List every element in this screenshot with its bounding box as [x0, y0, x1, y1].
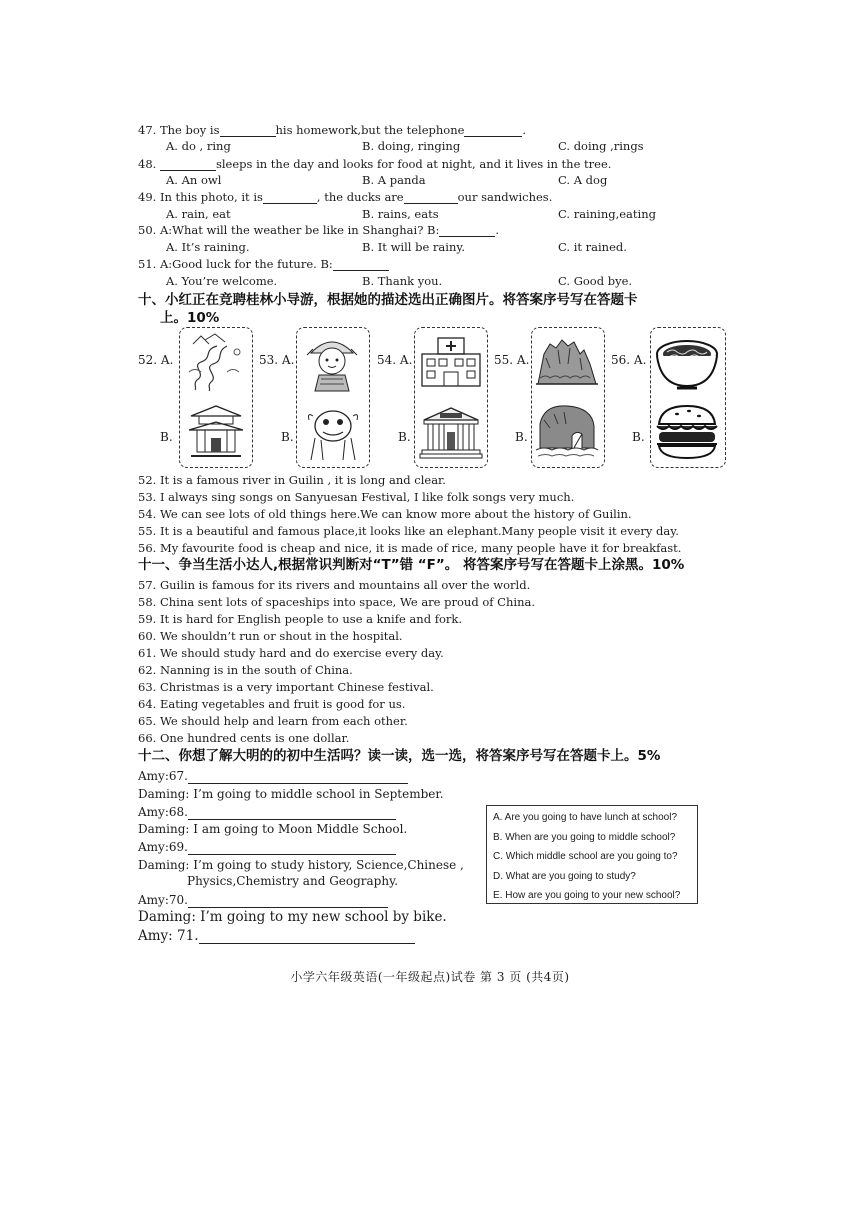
dialogue-daming-2: Daming: I am going to Moon Middle School.: [138, 822, 408, 836]
sentence-52: 52. It is a famous river in Guilin , it is long and clear.: [138, 473, 446, 487]
statement-65: 65. We should help and learn from each other.: [138, 714, 408, 728]
option-a: A. Are you going to have lunch at school?: [493, 812, 678, 823]
elephant-hill-picture: [534, 400, 600, 462]
rock-hill-picture: [534, 334, 600, 388]
dialogue-amy-71: [138, 929, 415, 944]
question-48: [138, 157, 611, 171]
question-stem: 48.: [138, 157, 157, 171]
answer-blank: [188, 819, 396, 820]
speaker-line: Amy:67.: [138, 769, 188, 783]
option-c: C. it rained.: [558, 240, 627, 254]
answer-blank: [464, 136, 522, 137]
picture-label-b: B.: [632, 430, 645, 444]
answer-blank: [220, 136, 276, 137]
answer-blank: [188, 854, 396, 855]
statement-60: 60. We shouldn’t run or shout in the hospital.: [138, 629, 403, 643]
question-stem: 49. In this photo, it is: [138, 190, 263, 204]
speaker-line: Amy:69.: [138, 840, 188, 854]
dialogue-amy-67: [138, 769, 408, 784]
question-text: sleeps in the day and looks for food at night, and it lives in the tree.: [215, 157, 612, 171]
question-stem: 50. A:What will the weather be like in Shanghai? B:: [138, 223, 440, 237]
answer-blank: [188, 783, 408, 784]
dialogue-amy-68: [138, 805, 396, 820]
option-a: A. rain, eat: [166, 207, 231, 221]
statement-64: 64. Eating vegetables and fruit is good for us.: [138, 697, 406, 711]
answer-blank: [199, 943, 415, 944]
speaker-line: Amy: 71.: [138, 928, 199, 944]
statement-58: 58. China sent lots of spaceships into space, We are proud of China.: [138, 595, 535, 609]
picture-label-b: B.: [515, 430, 528, 444]
option-b: B. It will be rainy.: [362, 240, 466, 254]
option-b: B. A panda: [362, 173, 426, 187]
statement-59: 59. It is hard for English people to use a knife and fork.: [138, 612, 463, 626]
dialogue-daming-4: Daming: I’m going to my new school by bike.: [138, 909, 447, 925]
question-stem: 51. A:Good luck for the future. B:: [138, 257, 333, 271]
picture-label-53a: 53. A.: [259, 353, 295, 367]
picture-label-55a: 55. A.: [494, 353, 530, 367]
question-stem: 47. The boy is: [138, 123, 220, 137]
question-51: [138, 257, 389, 271]
answer-blank: [333, 270, 389, 271]
lion-dance-picture: [301, 404, 365, 464]
sentence-55: 55. It is a beautiful and famous place,it looks like an elephant.Many people visit it every day.: [138, 524, 679, 538]
question-47: [138, 123, 526, 137]
question-end: .: [495, 223, 499, 237]
dialogue-daming-3-cont: Physics,Chemistry and Geography.: [187, 874, 399, 888]
sentence-56: 56. My favourite food is cheap and nice, it is made of rice, many people have it for breakfast.: [138, 541, 682, 555]
option-e: E. How are you going to your new school?: [493, 890, 681, 901]
dialogue-daming-1: Daming: I’m going to middle school in September.: [138, 787, 444, 801]
sentence-54: 54. We can see lots of old things here.We can know more about the history of Guilin.: [138, 507, 632, 521]
dialogue-daming-3: Daming: I’m going to study history, Science,Chinese ,: [138, 858, 464, 872]
option-d: D. What are you going to study?: [493, 870, 636, 882]
question-text: his homework,but the telephone: [275, 123, 465, 137]
answer-options-box: [486, 805, 698, 904]
statement-63: 63. Christmas is a very important Chinese festival.: [138, 680, 434, 694]
dialogue-amy-69: [138, 840, 396, 855]
option-c: C. A dog: [558, 173, 608, 187]
question-end: .: [522, 123, 527, 137]
option-a: A. You’re welcome.: [166, 274, 278, 288]
question-end: our sandwiches.: [457, 190, 553, 204]
picture-label-52a: 52. A.: [138, 353, 174, 367]
option-a: A. It’s raining.: [166, 240, 250, 254]
section-12-title: 十二、你想了解大明的的初中生活吗？读一读，选一选，将答案序号写在答题卡上。5%: [138, 748, 661, 764]
answer-blank: [404, 203, 458, 204]
statement-57: 57. Guilin is famous for its rivers and mountains all over the world.: [138, 578, 531, 592]
page-footer: 小学六年级英语(一年级起点)试卷 第 3 页 (共4页): [290, 970, 570, 984]
option-c: C. doing ,rings: [558, 139, 644, 153]
museum-picture: [418, 404, 484, 462]
answer-blank: [188, 907, 388, 908]
option-a: A. An owl: [166, 173, 222, 187]
option-c: C. raining,eating: [558, 207, 656, 221]
statement-66: 66. One hundred cents is one dollar.: [138, 731, 350, 745]
answer-blank: [439, 236, 495, 237]
folk-singer-picture: [299, 331, 365, 393]
section-11-title: 十一、争当生活小达人,根据常识判断对“T”错 “F”。 将答案序号写在答题卡上涂黑。10%: [138, 557, 685, 573]
answer-blank: [263, 203, 317, 204]
option-b: B. rains, eats: [362, 207, 439, 221]
hospital-picture: [418, 334, 484, 390]
option-c: C. Which middle school are you going to?: [493, 851, 678, 862]
hamburger-picture: [653, 402, 721, 462]
picture-label-b: B.: [281, 430, 294, 444]
picture-label-b: B.: [160, 430, 173, 444]
river-picture: [183, 332, 249, 392]
option-a: A. do , ring: [166, 139, 231, 153]
statement-61: 61. We should study hard and do exercise every day.: [138, 646, 444, 660]
section-10-title-cont: 上。10%: [160, 310, 220, 326]
question-text: , the ducks are: [316, 190, 404, 204]
pagoda-picture: [185, 402, 247, 462]
question-49: [138, 190, 552, 204]
picture-label-54a: 54. A.: [377, 353, 413, 367]
picture-label-b: B.: [398, 430, 411, 444]
noodles-picture: [653, 332, 721, 392]
speaker-line: Amy:70.: [138, 893, 188, 907]
option-b: B. Thank you.: [362, 274, 443, 288]
statement-62: 62. Nanning is in the south of China.: [138, 663, 353, 677]
sentence-53: 53. I always sing songs on Sanyuesan Festival, I like folk songs very much.: [138, 490, 575, 504]
dialogue-amy-70: [138, 893, 388, 908]
speaker-line: Amy:68.: [138, 805, 188, 819]
section-10-title: 十、小红正在竞聘桂林小导游，根据她的描述选出正确图片。将答案序号写在答题卡: [138, 292, 638, 308]
option-c: C. Good bye.: [558, 274, 633, 288]
answer-blank: [160, 170, 216, 171]
option-b: B. doing, ringing: [362, 139, 461, 153]
question-50: [138, 223, 499, 237]
option-b: B. When are you going to middle school?: [493, 831, 676, 843]
picture-label-56a: 56. A.: [611, 353, 647, 367]
